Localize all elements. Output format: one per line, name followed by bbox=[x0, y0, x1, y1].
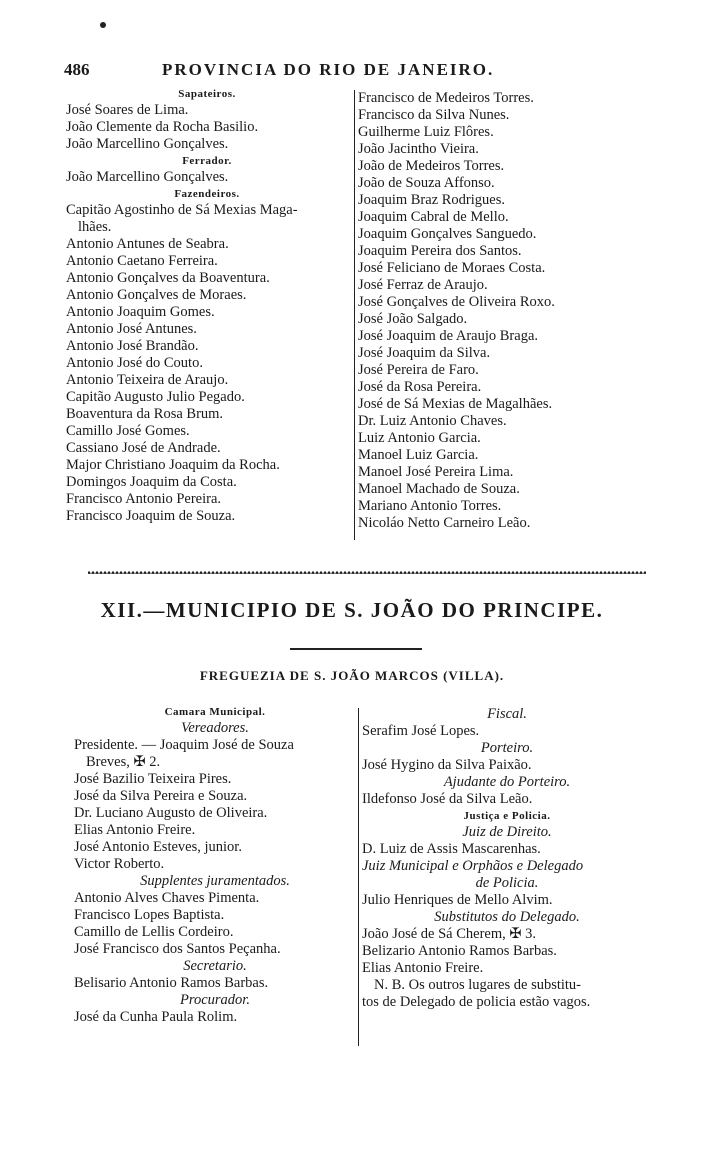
list-entry: José Hygino da Silva Paixão. bbox=[362, 757, 532, 773]
section-rule bbox=[290, 648, 422, 650]
list-entry: Joaquim Gonçalves Sanguedo. bbox=[358, 226, 537, 242]
list-entry: Victor Roberto. bbox=[74, 856, 165, 872]
list-entry: João Marcellino Gonçalves. bbox=[66, 169, 229, 185]
office-heading: Substitutos do Delegado. bbox=[434, 909, 580, 925]
list-entry: José Antonio Esteves, junior. bbox=[74, 839, 242, 855]
list-entry: Julio Henriques de Mello Alvim. bbox=[362, 892, 553, 908]
list-entry: Antonio Gonçalves da Boaventura. bbox=[66, 270, 270, 286]
list-entry-continuation: lhães. bbox=[78, 219, 112, 235]
office-heading: Vereadores. bbox=[181, 720, 249, 736]
list-entry: Capitão Agostinho de Sá Mexias Maga- bbox=[66, 202, 298, 218]
list-entry: tos de Delegado de policia estão vagos. bbox=[362, 994, 591, 1010]
list-entry: José da Cunha Paula Rolim. bbox=[74, 1009, 238, 1025]
subsection-heading: Ferrador. bbox=[182, 155, 232, 167]
list-entry: Elias Antonio Freire. bbox=[74, 822, 196, 838]
list-entry: Antonio Joaquim Gomes. bbox=[66, 304, 215, 320]
subsection-heading: Justiça e Policia. bbox=[463, 810, 551, 822]
list-entry: Antonio José Brandão. bbox=[66, 338, 199, 354]
list-entry: José Soares de Lima. bbox=[66, 102, 189, 118]
list-entry: Joaquim Pereira dos Santos. bbox=[358, 243, 522, 259]
list-entry: Luiz Antonio Garcia. bbox=[358, 430, 481, 446]
list-entry: Antonio Caetano Ferreira. bbox=[66, 253, 218, 269]
list-entry: Domingos Joaquim da Costa. bbox=[66, 474, 237, 490]
list-entry: Dr. Luiz Antonio Chaves. bbox=[358, 413, 507, 429]
list-entry: Elias Antonio Freire. bbox=[362, 960, 484, 976]
office-heading: Juiz Municipal e Orphãos e Delegado bbox=[362, 858, 584, 874]
list-entry: José João Salgado. bbox=[358, 311, 468, 327]
parish-title: FREGUEZIA DE S. JOÃO MARCOS (VILLA). bbox=[199, 668, 505, 683]
office-heading: Ajudante do Porteiro. bbox=[443, 774, 571, 790]
upper-left-column bbox=[66, 86, 348, 525]
subsection-heading: Sapateiros. bbox=[178, 88, 236, 100]
list-entry: Boaventura da Rosa Brum. bbox=[66, 406, 224, 422]
list-entry: Mariano Antonio Torres. bbox=[358, 498, 502, 514]
list-entry: José Francisco dos Santos Peçanha. bbox=[74, 941, 281, 957]
list-entry: João Marcellino Gonçalves. bbox=[66, 136, 229, 152]
list-entry: Serafim José Lopes. bbox=[362, 723, 480, 739]
list-entry: Belizario Antonio Ramos Barbas. bbox=[362, 943, 557, 959]
list-entry: D. Luiz de Assis Mascarenhas. bbox=[362, 841, 541, 857]
list-entry: Francisco de Medeiros Torres. bbox=[358, 90, 534, 106]
list-entry: Francisco Antonio Pereira. bbox=[66, 491, 222, 507]
column-divider-lower bbox=[358, 708, 359, 1046]
lower-left-column bbox=[74, 704, 356, 1026]
list-entry: Manoel José Pereira Lima. bbox=[358, 464, 514, 480]
subsection-heading: Camara Municipal. bbox=[164, 706, 266, 718]
list-entry: Francisco da Silva Nunes. bbox=[358, 107, 510, 123]
list-entry: Antonio Gonçalves de Moraes. bbox=[66, 287, 247, 303]
office-heading: Fiscal. bbox=[487, 706, 527, 722]
ornamental-rule bbox=[88, 564, 646, 574]
list-entry: Antonio Antunes de Seabra. bbox=[66, 236, 229, 252]
list-entry: Nicoláo Netto Carneiro Leão. bbox=[358, 515, 531, 531]
list-entry: Camillo de Lellis Cordeiro. bbox=[74, 924, 234, 940]
office-heading: Supplentes juramentados. bbox=[140, 873, 290, 889]
list-entry: Francisco Lopes Baptista. bbox=[74, 907, 225, 923]
list-entry: João José de Sá Cherem, ✠ 3. bbox=[362, 926, 537, 942]
list-entry: José Ferraz de Araujo. bbox=[358, 277, 488, 293]
lower-right-column bbox=[362, 706, 652, 1011]
list-entry: Ildefonso José da Silva Leão. bbox=[362, 791, 533, 807]
list-entry: Francisco Joaquim de Souza. bbox=[66, 508, 236, 524]
list-entry: Belisario Antonio Ramos Barbas. bbox=[74, 975, 269, 991]
list-entry: João de Souza Affonso. bbox=[358, 175, 495, 191]
list-entry: José Joaquim de Araujo Braga. bbox=[358, 328, 539, 344]
list-entry: Dr. Luciano Augusto de Oliveira. bbox=[74, 805, 268, 821]
list-entry: João Jacintho Vieira. bbox=[358, 141, 479, 157]
list-entry: Manoel Luiz Garcia. bbox=[358, 447, 479, 463]
list-entry: João Clemente da Rocha Basilio. bbox=[66, 119, 259, 135]
ink-speck bbox=[100, 22, 106, 28]
page-header bbox=[64, 60, 644, 84]
list-entry: José Joaquim da Silva. bbox=[358, 345, 491, 361]
office-heading: de Policia. bbox=[475, 875, 539, 891]
list-entry: José da Silva Pereira e Souza. bbox=[74, 788, 248, 804]
list-entry: Joaquim Cabral de Mello. bbox=[358, 209, 509, 225]
column-divider-upper bbox=[354, 90, 355, 540]
list-entry: Camillo José Gomes. bbox=[66, 423, 190, 439]
list-entry: João de Medeiros Torres. bbox=[358, 158, 505, 174]
subsection-heading: Fazendeiros. bbox=[174, 188, 240, 200]
list-entry: Antonio Teixeira de Araujo. bbox=[66, 372, 229, 388]
running-title: PROVINCIA DO RIO DE JANEIRO. bbox=[162, 60, 495, 79]
list-entry: Antonio José do Couto. bbox=[66, 355, 203, 371]
list-entry: Antonio José Antunes. bbox=[66, 321, 197, 337]
list-entry: José Feliciano de Moraes Costa. bbox=[358, 260, 546, 276]
list-entry: José de Sá Mexias de Magalhães. bbox=[358, 396, 553, 412]
office-heading: Juiz de Direito. bbox=[462, 824, 552, 840]
list-entry: Joaquim Braz Rodrigues. bbox=[358, 192, 505, 208]
note-text: N. B. Os outros lugares de substitu- bbox=[374, 977, 582, 993]
list-entry: Antonio Alves Chaves Pimenta. bbox=[74, 890, 260, 906]
section-title: XII.—MUNICIPIO DE S. JOÃO DO PRINCIPE. bbox=[100, 598, 604, 622]
list-entry: Guilherme Luiz Flôres. bbox=[358, 124, 494, 140]
office-heading: Procurador. bbox=[180, 992, 250, 1008]
list-entry: Capitão Augusto Julio Pegado. bbox=[66, 389, 245, 405]
list-entry: José da Rosa Pereira. bbox=[358, 379, 482, 395]
office-heading: Secretario. bbox=[183, 958, 247, 974]
list-entry: José Bazilio Teixeira Pires. bbox=[74, 771, 232, 787]
list-entry: José Pereira de Faro. bbox=[358, 362, 479, 378]
list-entry-continuation: Breves, ✠ 2. bbox=[86, 754, 161, 770]
list-entry: Major Christiano Joaquim da Rocha. bbox=[66, 457, 280, 473]
list-entry: Presidente. — Joaquim José de Souza bbox=[74, 737, 294, 753]
page-number: 486 bbox=[64, 60, 90, 79]
list-entry: Cassiano José de Andrade. bbox=[66, 440, 221, 456]
office-heading: Porteiro. bbox=[480, 740, 534, 756]
list-entry: José Gonçalves de Oliveira Roxo. bbox=[358, 294, 555, 310]
upper-right-column bbox=[358, 90, 648, 532]
list-entry: Manoel Machado de Souza. bbox=[358, 481, 520, 497]
